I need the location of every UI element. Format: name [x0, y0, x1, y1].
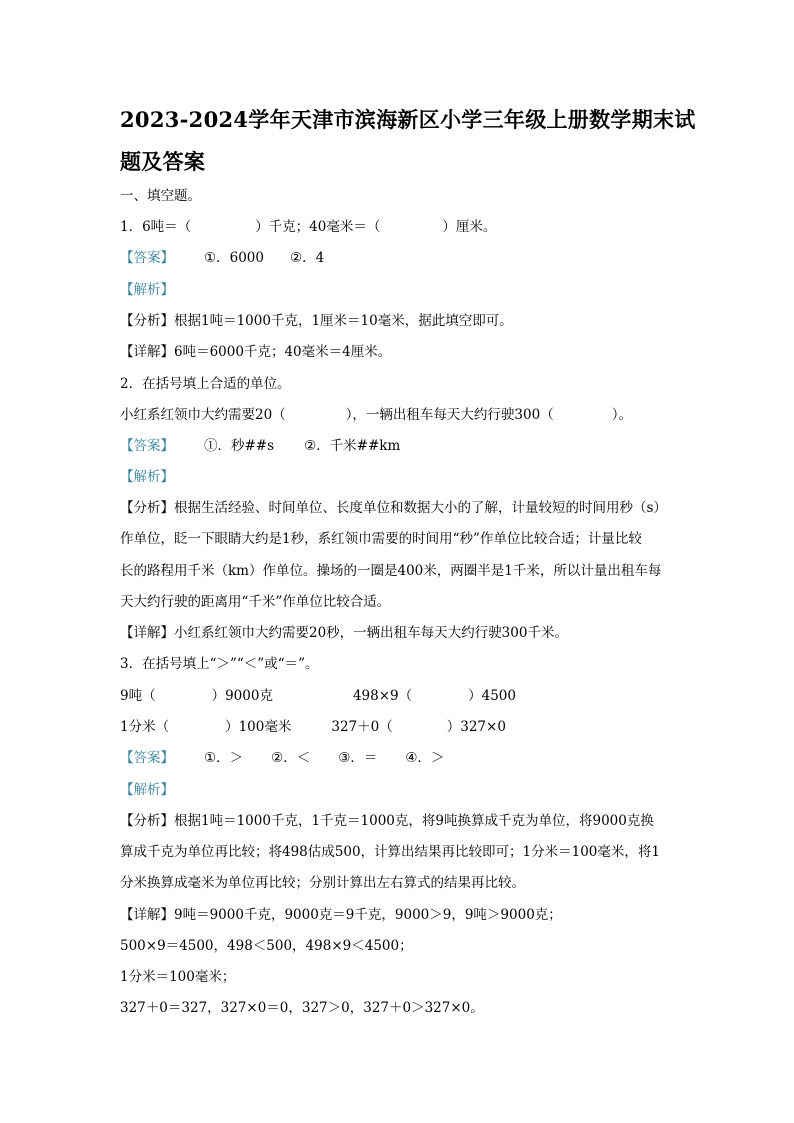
q2-analysis-line1 — [120, 498, 667, 518]
q3-explanation-tag — [120, 780, 174, 800]
q3-analysis-line3: 分米换算成毫米为单位再比较；分别计算出左右算式的结果再比较。 — [120, 875, 525, 891]
q2-analysis-line3: 长的路程用千米（km）作单位。操场的一圈是400米，两圈半是1千米，所以计量出租车每 — [120, 563, 662, 579]
q3-detail-line3: 1分米＝100毫米； — [120, 969, 236, 985]
q2-explanation-tag — [120, 467, 174, 487]
answer-tag: 【答案】 — [120, 438, 174, 454]
q2-answer-2: ②．千米##km — [304, 438, 401, 454]
question-3-row1 — [120, 686, 516, 706]
detail-tag: 【详解】 — [120, 344, 174, 360]
q1-part-b: ）千克；40毫米＝（ — [255, 219, 381, 235]
explanation-tag: 【解析】 — [120, 282, 174, 298]
document-title-line1: 2023-2024学年天津市滨海新区小学三年级上册数学期末试 — [120, 107, 696, 132]
q3-analysis-text-1: 根据1吨＝1000千克，1千克＝1000克，将9吨换算成千克为单位，将9000克换 — [174, 813, 654, 829]
q1-answer — [120, 248, 324, 268]
q1-answer-1: ①．6000 — [204, 250, 264, 266]
detail-tag: 【详解】 — [120, 625, 174, 641]
q3-analysis-line2: 算成千克为单位再比较；将498估成500，计算出结果再比较即可；1分米＝100毫米，将1 — [120, 844, 660, 860]
q1-detail-text: 6吨＝6000千克；40毫米＝4厘米。 — [174, 344, 392, 360]
analysis-tag: 【分析】 — [120, 813, 174, 829]
q1-analysis-text: 根据1吨＝1000千克，1厘米＝10毫米，据此填空即可。 — [174, 313, 513, 329]
q2-answer-1: ①．秒##s — [204, 438, 275, 454]
q3-r2-d: ）327×0 — [446, 719, 506, 735]
q1-analysis — [120, 311, 513, 331]
q1-answer-2: ②．4 — [289, 250, 325, 266]
q3-r1-d: ）4500 — [468, 688, 516, 704]
q2-detail — [120, 623, 568, 643]
section-heading: 一、填空题。 — [120, 188, 201, 204]
q3-detail-text-1: 9吨＝9000千克，9000克＝9千克，9000＞9，9吨＞9000克； — [174, 907, 562, 923]
q3-answer-2: ②．＜ — [271, 750, 311, 766]
q3-r2-c: 327＋0（ — [331, 719, 393, 735]
q2-part-b: ），一辆出租车每天大约行驶300（ — [345, 407, 554, 423]
detail-tag: 【详解】 — [120, 907, 174, 923]
q1-part-c: ）厘米。 — [442, 219, 497, 235]
q1-part-a: 1．6吨＝（ — [120, 219, 192, 235]
analysis-tag: 【分析】 — [120, 313, 174, 329]
q3-answer-1: ①．＞ — [204, 750, 244, 766]
q2-answer — [120, 436, 400, 456]
explanation-tag: 【解析】 — [120, 782, 174, 798]
q3-r2-a: 1分米（ — [120, 719, 170, 735]
answer-tag: 【答案】 — [120, 750, 174, 766]
q3-answer-3: ③．＝ — [338, 750, 378, 766]
q3-r1-c: 498×9（ — [352, 688, 413, 704]
q3-r1-b: ）9000克 — [211, 688, 273, 704]
question-1 — [120, 217, 496, 237]
question-3-stem: 3．在括号填上“＞”“＜”或“＝”。 — [120, 656, 319, 672]
q3-detail-line1 — [120, 905, 562, 925]
answer-tag: 【答案】 — [120, 250, 174, 266]
q3-r2-b: ）100毫米 — [225, 719, 292, 735]
q2-detail-text: 小红系红领巾大约需要20秒，一辆出租车每天大约行驶300千米。 — [174, 625, 568, 641]
q3-detail-line2: 500×9＝4500，498＜500，498×9＜4500； — [120, 938, 413, 954]
q2-part-a: 小红系红领巾大约需要20（ — [120, 407, 286, 423]
q2-analysis-line2: 作单位，眨一下眼睛大约是1秒，系红领巾需要的时间用“秒”作单位比较合适；计量比较 — [120, 531, 642, 547]
q3-r1-a: 9吨（ — [120, 688, 156, 704]
analysis-tag: 【分析】 — [120, 500, 174, 516]
question-3-row2 — [120, 717, 506, 737]
question-2 — [120, 405, 632, 425]
q3-detail-line4: 327＋0＝327，327×0＝0，327＞0，327＋0＞327×0。 — [120, 1000, 484, 1016]
q3-answer-4: ④．＞ — [405, 750, 445, 766]
explanation-tag: 【解析】 — [120, 469, 174, 485]
q1-explanation-tag — [120, 280, 174, 300]
q3-answer — [120, 748, 444, 768]
question-2-stem: 2．在括号填上合适的单位。 — [120, 376, 291, 392]
q2-analysis-line4: 天大约行驶的距离用“千米”作单位比较合适。 — [120, 594, 391, 610]
q2-analysis-text-1: 根据生活经验、时间单位、长度单位和数据大小的了解，计量较短的时间用秒（s） — [174, 500, 667, 516]
q2-part-c: ）。 — [611, 407, 632, 423]
q3-analysis-line1 — [120, 811, 654, 831]
q1-detail — [120, 342, 391, 362]
document-title-line2: 题及答案 — [120, 149, 206, 174]
